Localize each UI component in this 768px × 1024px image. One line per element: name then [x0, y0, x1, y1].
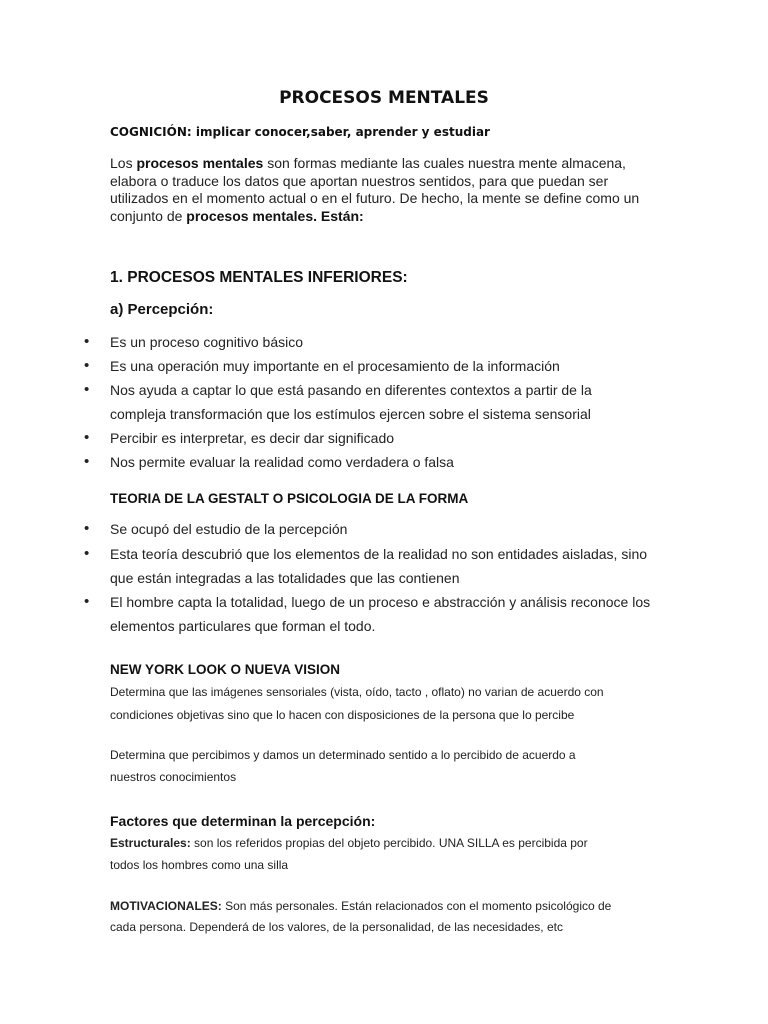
- newlook-line: nuestros conocimientos: [110, 770, 237, 784]
- cognicion-definition: COGNICIÓN: implicar conocer,saber, aprender y estudiar: [110, 125, 490, 139]
- motivacionales-line: [110, 899, 611, 913]
- percepcion-bullet: Nos permite evaluar la realidad como verdadera o falsa: [110, 454, 454, 470]
- bullet-marker: •: [84, 429, 90, 446]
- newlook-line: Determina que las imágenes sensoriales (vista, oído, tacto , oflato) no varian de acuerdo con: [110, 685, 604, 699]
- bullet-marker: •: [84, 453, 90, 470]
- percepcion-bullet: Es un proceso cognitivo básico: [110, 334, 303, 350]
- estructurales-text: son los referidos propias del objeto percibido. UNA SILLA es percibida por: [190, 836, 588, 850]
- bullet-marker: •: [84, 520, 90, 537]
- newlook-line: Determina que percibimos y damos un determinado sentido a lo percibido de acuerdo a: [110, 748, 576, 762]
- percepcion-bullet: Percibir es interpretar, es decir dar significado: [110, 430, 395, 446]
- intro-text-1: Los: [110, 155, 137, 171]
- intro-text-2: son formas mediante las cuales nuestra mente almacena, elabora o traduce los datos que aportan nuestros sentidos, para que puedan ser utilizados en el momento actual o en el futuro. De hecho, la mente se define como un conjunto de: [110, 155, 640, 224]
- section-heading-inferiores: 1. PROCESOS MENTALES INFERIORES:: [110, 269, 408, 286]
- gestalt-bullet: Se ocupó del estudio de la percepción: [110, 521, 348, 537]
- gestalt-bullet-continuation: que están integradas a las totalidades que las contienen: [110, 570, 460, 586]
- bullet-marker: •: [84, 381, 90, 398]
- estructurales-line-2: todos los hombres como una silla: [110, 858, 289, 872]
- gestalt-bullet: El hombre capta la totalidad, luego de un proceso e abstracción y análisis reconoce los: [110, 594, 651, 610]
- percepcion-bullet-continuation: compleja transformación que los estímulos ejercen sobre el sistema sensorial: [110, 406, 591, 422]
- bullet-marker: •: [84, 545, 90, 562]
- percepcion-bullet: Nos ayuda a captar lo que está pasando en diferentes contextos a partir de la: [110, 382, 592, 398]
- gestalt-heading: TEORIA DE LA GESTALT O PSICOLOGIA DE LA FORMA: [110, 491, 469, 506]
- estructurales-label: Estructurales:: [110, 836, 191, 850]
- bullet-marker: •: [84, 333, 90, 350]
- motivacionales-line-2: cada persona. Dependerá de los valores, de la personalidad, de las necesidades, etc: [110, 920, 563, 934]
- gestalt-bullet-continuation: elementos particulares que forman el todo.: [110, 618, 376, 634]
- motivacionales-text: Son más personales. Están relacionados con el momento psicológico de: [221, 899, 612, 913]
- gestalt-bullet: Esta teoría descubrió que los elementos de la realidad no son entidades aisladas, sino: [110, 546, 648, 562]
- bullet-marker: •: [84, 593, 90, 610]
- newlook-heading: NEW YORK LOOK O NUEVA VISION: [110, 662, 341, 677]
- factores-heading: Factores que determinan la percepción:: [110, 813, 376, 829]
- subheading-percepcion: a) Percepción:: [110, 301, 214, 318]
- bullet-marker: •: [84, 357, 90, 374]
- intro-bold-1: procesos mentales: [136, 155, 264, 171]
- estructurales-line: [110, 836, 588, 850]
- newlook-line: condiciones objetivas sino que lo hacen con disposiciones de la persona que lo percibe: [110, 708, 575, 722]
- motivacionales-label: MOTIVACIONALES:: [110, 899, 222, 913]
- percepcion-bullet: Es una operación muy importante en el procesamiento de la información: [110, 358, 560, 374]
- page-title: PROCESOS MENTALES: [279, 88, 489, 108]
- intro-bold-2: procesos mentales. Están:: [186, 207, 364, 224]
- intro-paragraph: [110, 155, 670, 225]
